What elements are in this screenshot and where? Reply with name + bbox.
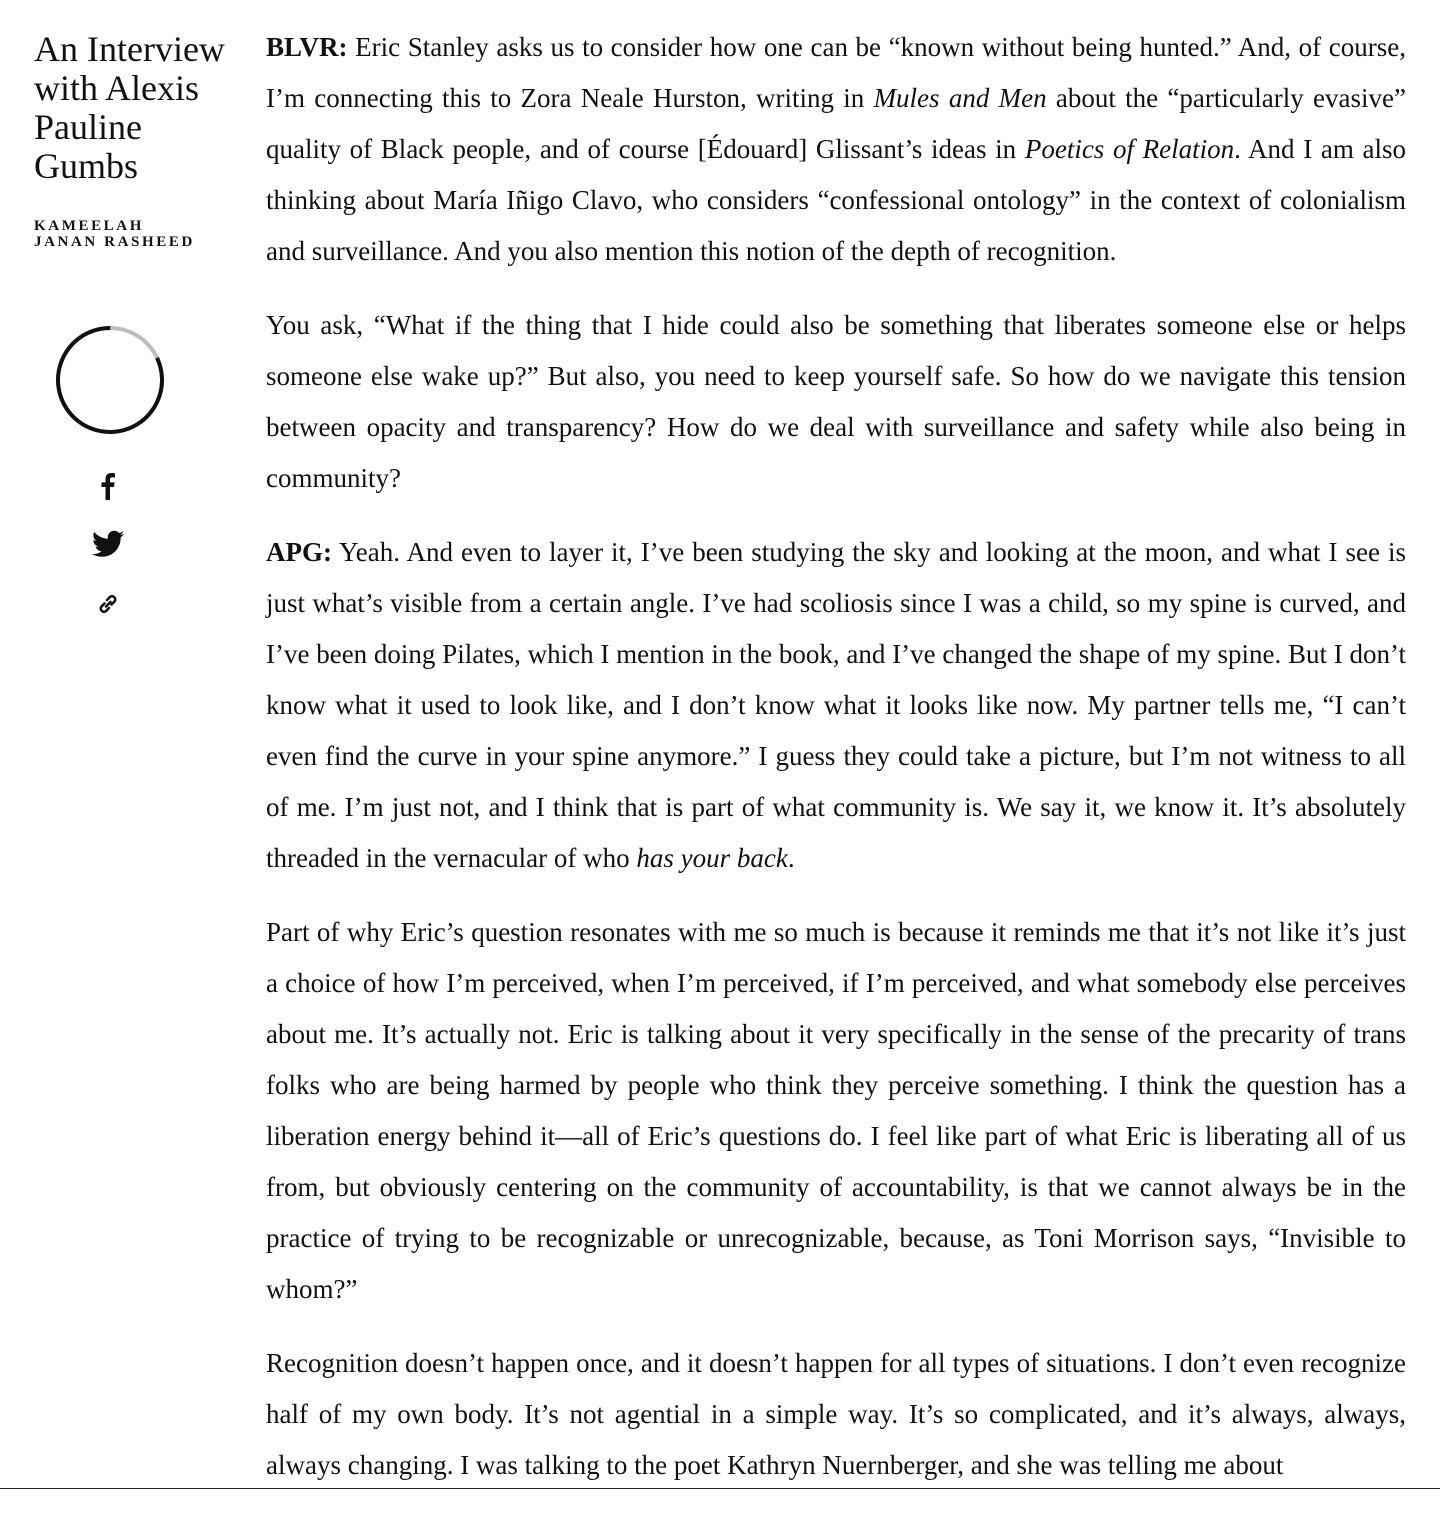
twitter-share-button[interactable] [92, 528, 124, 560]
facebook-share-button[interactable] [92, 470, 124, 502]
link-icon [94, 590, 122, 618]
paragraph-blvr-question-1 [266, 22, 1406, 277]
author-last-name[interactable]: JANAN RASHEED [34, 234, 195, 250]
facebook-icon [101, 472, 115, 500]
paragraph-apg-answer-3: Recognition doesn’t happen once, and it doesn’t happen for all types of situations. I don’t even recognize half of my own body. It’s not agential in a simple way. It’s so complicated, and it’s always, always, always changing. I was talking to the poet Kathryn Nuernberger, and she was telling me about [266, 1348, 1406, 1480]
author-first-name[interactable]: KAMEELAH [34, 218, 144, 234]
speaker-label: APG: [266, 537, 332, 567]
paragraph-blvr-question-2: You ask, “What if the thing that I hide could also be something that liberates someone else or helps someone else wake up?” But also, you need to keep yourself safe. So how do we navigate this tension between opacity and transparency? How do we deal with surveillance and safety while also being in community? [266, 310, 1406, 493]
reading-progress-ring [54, 324, 166, 436]
viewport-bottom-rule [0, 1488, 1440, 1489]
book-title: Mules and Men [873, 83, 1047, 113]
emphasis-text: has your back [636, 843, 788, 873]
speaker-label: BLVR: [266, 32, 348, 62]
paragraph-apg-answer-2: Part of why Eric’s question resonates with me so much is because it reminds me that it’s not like it’s just a choice of how I’m perceived, when I’m perceived, if I’m perceived, and what somebody else perceives about me. It’s actually not. Eric is talking about it very specifically in the sense of the precarity of trans folks who are being harmed by people who think they perceive something. I think the question has a liberation energy behind it—all of Eric’s questions do. I feel like part of what Eric is liberating all of us from, but obviously centering on the community of accountability, is that we cannot always be in the practice of trying to be recognizable or unrecognizable, because, as Toni Morrison says, “Invisible to whom?” [266, 917, 1406, 1304]
article-sidebar [34, 30, 234, 250]
article-title: An Interview with Alexis Pauline Gumbs [34, 29, 225, 186]
paragraph-text: about the “particularly evasive” quality of Black people, and of course [Édouard] Glissant’s ideas in [266, 83, 1407, 164]
paragraph-apg-answer-1 [266, 527, 1406, 884]
twitter-icon [92, 530, 124, 558]
paragraph-text: . And I am also thinking about María Iñigo Clavo, who considers “confessional ontology” in the context of colonialism and surveillance. And you also mention this notion of the depth of recognition. [266, 134, 1407, 266]
article-body [266, 22, 1406, 1514]
paragraph-text: Yeah. And even to layer it, I’ve been studying the sky and looking at the moon, and what I see is just what’s visible from a certain angle. I’ve had scoliosis since I was a child, so my spine is curved, and I’ve been doing Pilates, which I mention in the book, and I’ve changed the shape of my spine. But I don’t know what it used to look like, and I don’t know what it looks like now. My partner tells me, “I can’t even find the curve in your spine anymore.” I guess they could take a picture, but I’m not witness to all of me. I’m just not, and I think that is part of what community is. We say it, we know it. It’s absolutely threaded in the vernacular of who [266, 537, 1406, 873]
paragraph-text: Eric Stanley asks us to consider how one can be “known without being hunted.” And, of course, I’m connecting this to Zora Neale Hurston, writing in [266, 32, 1406, 113]
book-title: Poetics of Relation [1024, 134, 1235, 164]
author-byline[interactable] [34, 218, 234, 250]
copy-link-button[interactable] [92, 588, 124, 620]
paragraph-text: . [787, 843, 795, 873]
